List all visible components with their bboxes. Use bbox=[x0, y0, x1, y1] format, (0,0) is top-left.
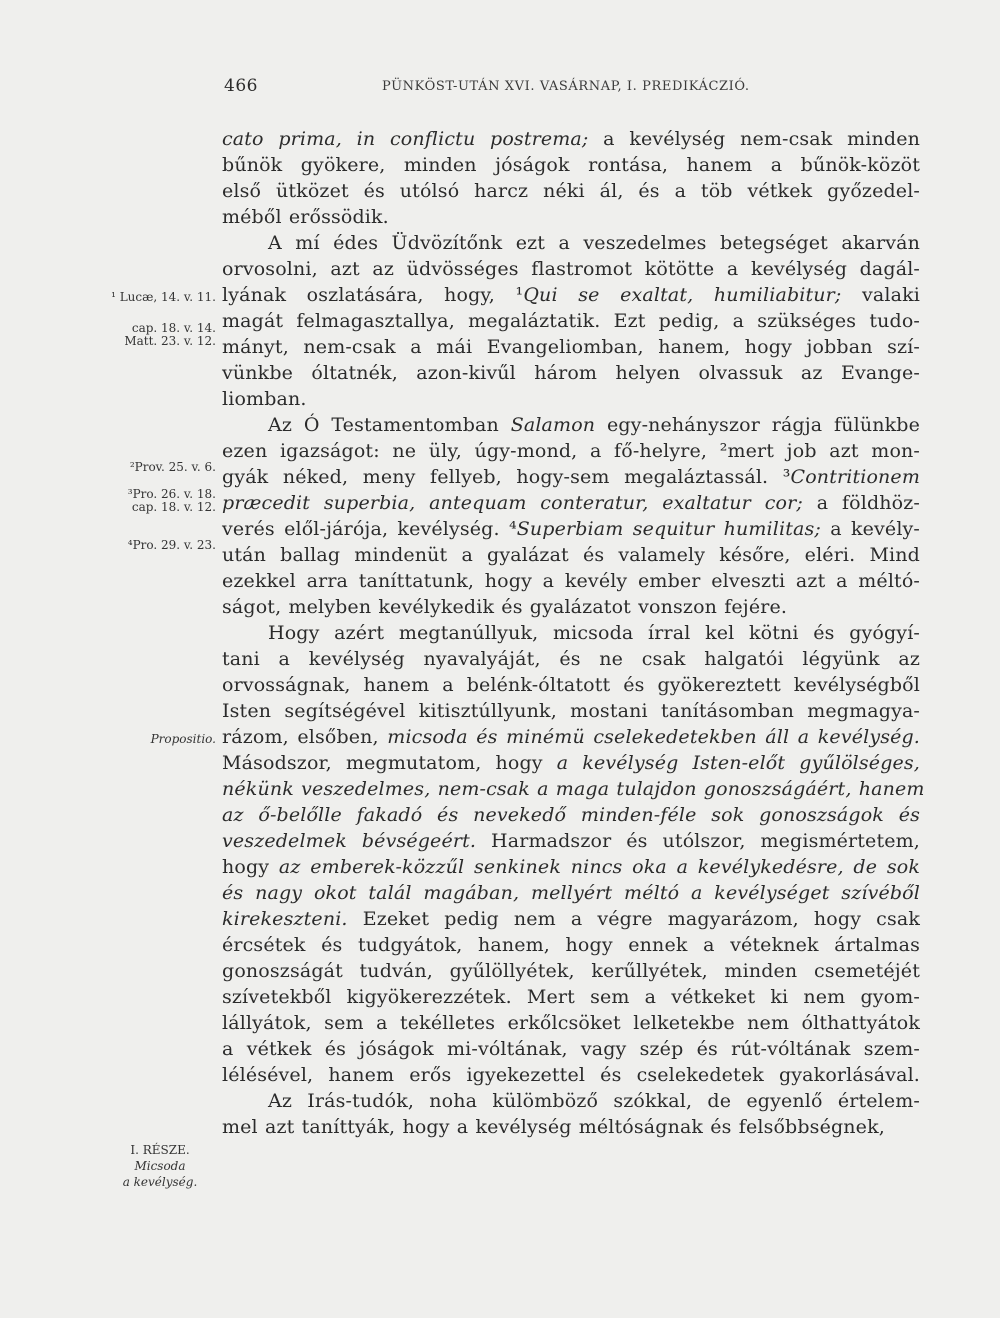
text-line: Isten segítségével kitisztúllyunk, mostani tanításomban megmagya- bbox=[222, 700, 920, 722]
text-line: tani a kevélység nyavalyáját, és ne csak halgatói légyünk az bbox=[222, 648, 920, 670]
text-line: ezen igazságot: ne üly, úgy-mond, a fő-helyre, ²mert job azt mon- bbox=[222, 440, 920, 462]
text-line: liomban. bbox=[222, 388, 307, 410]
text-line: méből erőssödik. bbox=[222, 206, 389, 228]
body-text bbox=[222, 126, 925, 1140]
text-line: præcedit superbia, antequam conteratur, exaltatur cor; a földhöz- bbox=[222, 492, 921, 514]
text-line: lyának oszlatására, hogy, ¹Qui se exaltat, humiliabitur; valaki bbox=[222, 284, 920, 306]
text-line: magát felmagasztallya, megaláztatik. Ezt pedig, a szükséges tudo- bbox=[222, 310, 920, 332]
text-line: cato prima, in conflictu postrema; a kevélység nem-csak minden bbox=[222, 128, 920, 150]
margin-note-propositio: Propositio. bbox=[150, 732, 216, 746]
text-line: lélésével, hanem erős igyekezettel és cselekedetek gyakorlásával. bbox=[222, 1064, 920, 1086]
text-line: Az Irás-tudók, noha külömböző szókkal, de egyenlő értelem- bbox=[268, 1090, 920, 1112]
text-line: kirekeszteni. Ezeket pedig nem a végre magyarázom, hogy csak bbox=[222, 908, 920, 930]
margin-note-lucae: ¹ Lucæ, 14. v. 11. bbox=[111, 290, 216, 304]
text-line: és nagy okot talál magában, mellyért méltó a kevélységet szívéből bbox=[222, 882, 920, 904]
text-line: veszedelmek bévségeért. Harmadszor és utólszor, megismértetem, bbox=[222, 830, 920, 852]
page-header bbox=[0, 76, 1000, 106]
text-line: Az Ó Testamentomban Salamon egy-nehányszor rágja fülünkbe bbox=[268, 414, 920, 436]
text-line: A mí édes Üdvözítőnk ezt a veszedelmes betegséget akarván bbox=[268, 232, 920, 254]
text-line: verés elől-járója, kevélység. ⁴Superbiam sequitur humilitas; a kevély- bbox=[222, 518, 920, 540]
text-line: rázom, elsőben, micsoda és minémü cselekedetekben áll a kevélység. bbox=[222, 726, 921, 748]
text-line: bűnök gyökere, minden jóságok rontása, hanem a bűnök-közöt bbox=[222, 154, 920, 176]
margin-note-cap18-matt: cap. 18. v. 14. Matt. 23. v. 12. bbox=[124, 321, 216, 348]
text-line: után ballag mindenüt a gyalázat és valamely későre, eléri. Mind bbox=[222, 544, 920, 566]
margin-note-pro29: ⁴Pro. 29. v. 23. bbox=[127, 538, 216, 552]
running-head: PÜNKÖST-UTÁN XVI. VASÁRNAP, I. PREDIKÁCZIÓ. bbox=[382, 79, 750, 94]
text-line: gyák néked, meny fellyeb, hogy-sem megaláztassál. ³Contritionem bbox=[222, 466, 920, 488]
text-line: a vétkek és jóságok mi-vóltának, vagy szép és rút-vóltának szem- bbox=[222, 1038, 920, 1060]
text-line: orvosságnak, hanem a belénk-óltatott és gyökereztett kevélységből bbox=[222, 674, 920, 696]
text-line: mányt, nem-csak a mái Evangeliomban, hanem, hogy jobban szí- bbox=[222, 336, 920, 358]
text-line: lállyátok, sem a tekélletes erkőlcsöket lelketekbe nem ólthattyátok bbox=[222, 1012, 920, 1034]
text-line: hogy az emberek-közzűl senkinek nincs oka a kevélykedésre, de sok bbox=[222, 856, 920, 878]
margin-note-prov25: ²Prov. 25. v. 6. bbox=[129, 460, 216, 474]
text-line: gonoszságát tudván, gyűlöllyétek, kerűllyétek, minden csemetéjét bbox=[222, 960, 920, 982]
text-line: ezekkel arra taníttatunk, hogy a kevély ember elveszti azt a méltó- bbox=[222, 570, 920, 592]
text-line: nékünk veszedelmes, nem-csak a maga tulajdon gonoszságáért, hanem bbox=[222, 778, 925, 800]
text-line: első ütközet és utólsó harcz néki ál, és a töb vétkek győzedel- bbox=[222, 180, 920, 202]
text-line: szívetekből kigyökerezzétek. Mert sem a vétkeket ki nem gyom- bbox=[222, 986, 920, 1008]
text-line: orvosolni, azt az üdvösséges flastromot kötötte a kevélység dagál- bbox=[222, 258, 920, 280]
text-line: ércsétek és tudgyátok, hanem, hogy ennek a véteknek ártalmas bbox=[222, 934, 920, 956]
text-line: Hogy azért megtanúllyuk, micsoda írral kel kötni és gyógyí- bbox=[268, 622, 920, 644]
text-line: Másodszor, megmutatom, hogy a kevélység Isten-előt gyűlölséges, bbox=[222, 752, 920, 774]
text-line: ságot, melyben kevélykedik és gyalázatot vonszon fejére. bbox=[222, 596, 788, 618]
margin-note-part-one: I. RÉSZE. Micsoda a kevélység. bbox=[122, 1143, 198, 1189]
margin-note-pro26: ³Pro. 26. v. 18. cap. 18. v. 12. bbox=[127, 487, 216, 514]
text-line: mel azt taníttyák, hogy a kevélység méltóságnak és felsőbbségnek, bbox=[222, 1116, 885, 1138]
page-number: 466 bbox=[224, 76, 258, 96]
text-line: vünkbe óltatnék, azon-kivűl három helyen olvassuk az Evange- bbox=[222, 362, 920, 384]
text-line: az ő-belőlle fakadó és nevekedő minden-féle sok gonoszságok és bbox=[222, 804, 920, 826]
